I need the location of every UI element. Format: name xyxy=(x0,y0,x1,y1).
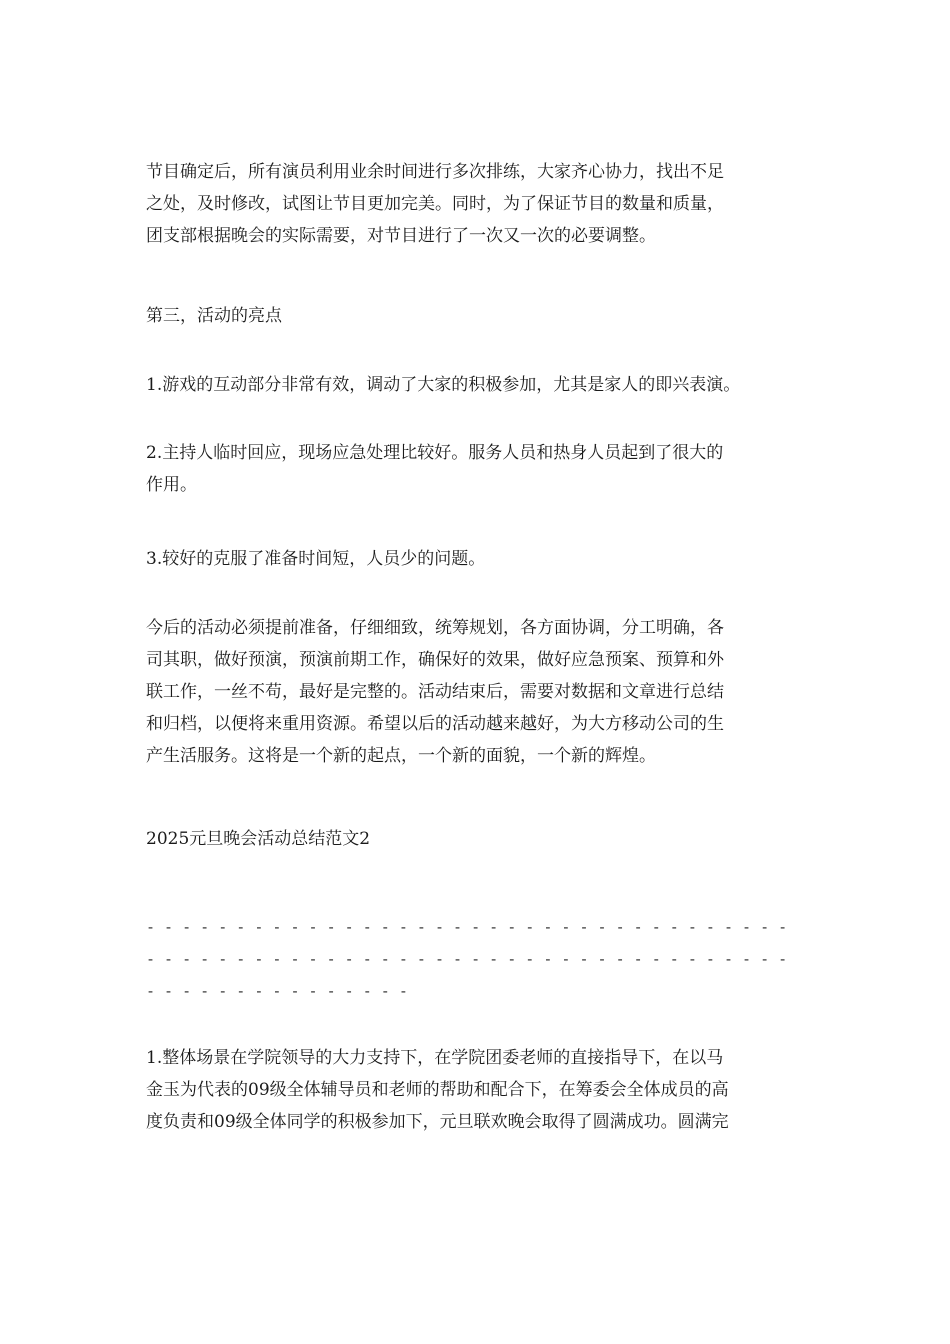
list-item-text: 1.游戏的互动部分非常有效，调动了大家的积极参加，尤其是家人的即兴表演。 xyxy=(146,375,741,395)
section-heading-highlights xyxy=(146,300,816,332)
list-item-2 xyxy=(146,437,816,501)
list-item-text: 2.主持人临时回应，现场应急处理比较好。服务人员和热身人员起到了很大的 xyxy=(146,443,724,463)
dashed-divider xyxy=(146,911,816,1007)
text-line: 度负责和09级全体同学的积极参加下，元旦联欢晚会取得了圆满成功。圆满完 xyxy=(146,1112,729,1132)
list-item-3 xyxy=(146,543,816,575)
text-line: 金玉为代表的09级全体辅导员和老师的帮助和配合下，在筹委会全体成员的高 xyxy=(146,1080,729,1100)
document-title-2 xyxy=(146,823,816,855)
text-line: 今后的活动必须提前准备，仔细细致，统筹规划，各方面协调，分工明确，各 xyxy=(146,618,724,638)
text-line: 团支部根据晚会的实际需要，对节目进行了一次又一次的必要调整。 xyxy=(146,226,656,246)
text-line: 节目确定后，所有演员利用业余时间进行多次排练，大家齐心协力，找出不足 xyxy=(146,162,724,182)
paragraph-rehearsal xyxy=(146,156,816,252)
dash-line: - - - - - - - - - - - - - - - xyxy=(146,982,408,1000)
paragraph-future xyxy=(146,612,816,772)
text-line: 联工作，一丝不苟，最好是完整的。活动结束后，需要对数据和文章进行总结 xyxy=(146,682,724,702)
text-line: 产生活服务。这将是一个新的起点，一个新的面貌，一个新的辉煌。 xyxy=(146,746,656,766)
text-line: 和归档，以便将来重用资源。希望以后的活动越来越好，为大方移动公司的生 xyxy=(146,714,724,734)
paragraph-overall-scene xyxy=(146,1042,816,1138)
text-line: 司其职，做好预演，预演前期工作，确保好的效果，做好应急预案、预算和外 xyxy=(146,650,724,670)
list-item-1 xyxy=(146,369,816,401)
text-line: 之处，及时修改，试图让节目更加完美。同时，为了保证节目的数量和质量， xyxy=(146,194,724,214)
dash-line: - - - - - - - - - - - - - - - - - - - - - - - - - - - - - - - - - - - - xyxy=(146,950,788,968)
heading-text: 第三，活动的亮点 xyxy=(146,306,282,326)
list-item-text: 3.较好的克服了准备时间短，人员少的问题。 xyxy=(146,549,486,569)
title-text: 2025元旦晚会活动总结范文2 xyxy=(146,829,371,849)
text-line: 1.整体场景在学院领导的大力支持下，在学院团委老师的直接指导下，在以马 xyxy=(146,1048,724,1068)
list-item-text: 作用。 xyxy=(146,475,197,495)
dash-line: - - - - - - - - - - - - - - - - - - - - - - - - - - - - - - - - - - - - xyxy=(146,918,788,936)
